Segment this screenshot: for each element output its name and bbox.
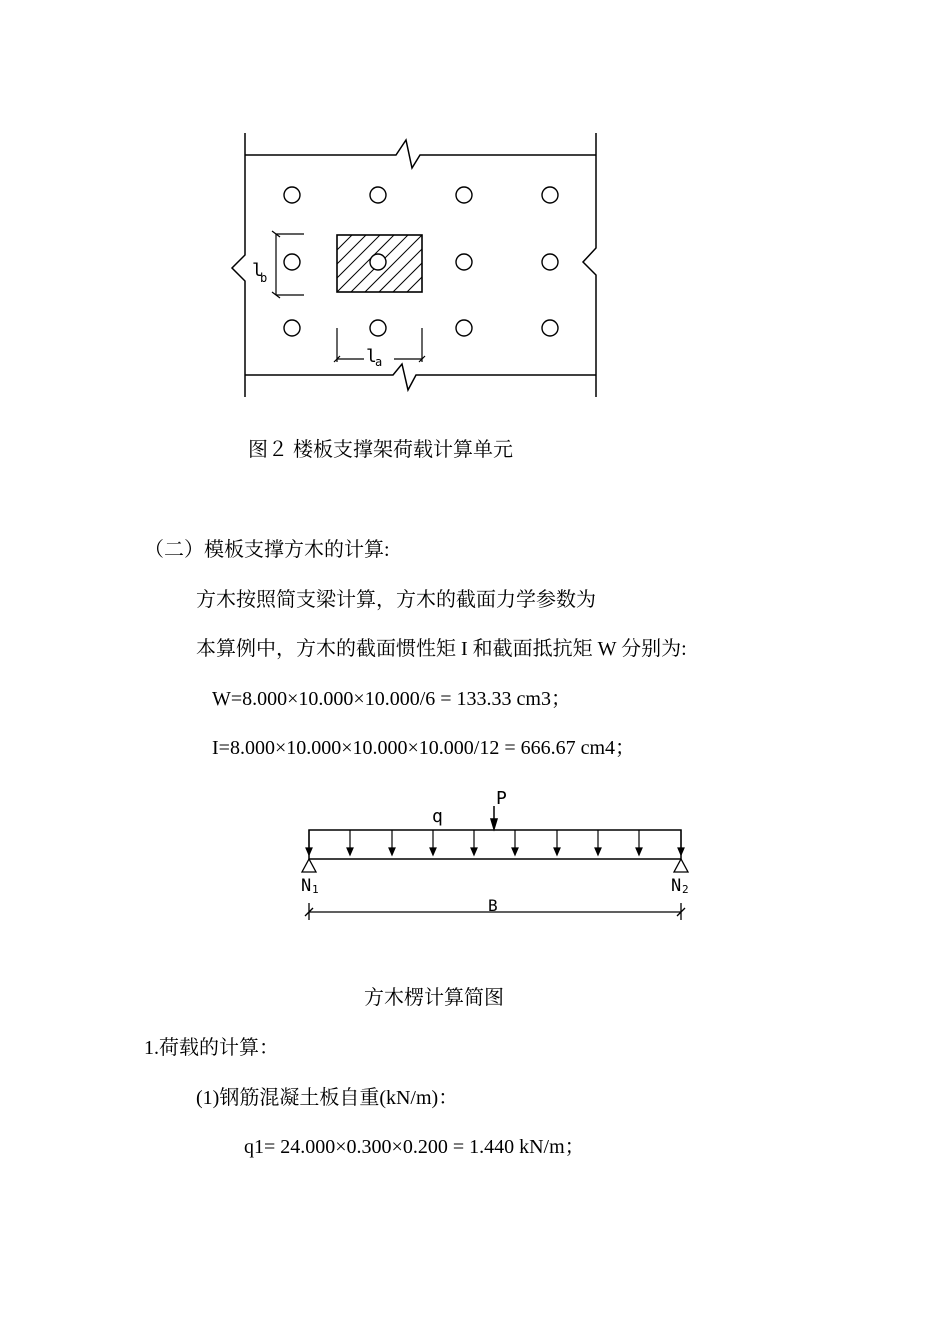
top-edge-line xyxy=(245,140,596,168)
load-unit-hatch xyxy=(337,235,464,292)
support-post xyxy=(542,187,558,203)
label-n1-sub: 1 xyxy=(312,883,319,896)
label-p: P xyxy=(496,788,507,809)
formula-w: W=8.000×10.000×10.000/6 = 133.33 cm3； xyxy=(212,688,571,710)
support-post xyxy=(370,320,386,336)
support-post xyxy=(542,320,558,336)
label-q: q xyxy=(432,806,443,827)
support-post xyxy=(370,187,386,203)
label-n1-main: N xyxy=(301,876,312,896)
formula-i: I=8.000×10.000×10.000×10.000/12 = 666.67 cm4； xyxy=(212,737,636,759)
right-edge-line xyxy=(583,133,596,397)
support-n2 xyxy=(674,859,688,872)
la-label-main: l xyxy=(366,346,377,367)
section2-heading: （二）模板支撑方木的计算: xyxy=(144,539,390,561)
figure2-caption: 方木楞计算简图 xyxy=(364,987,504,1009)
section2-line1: 方木按照简支梁计算，方木的截面力学参数为 xyxy=(196,589,596,611)
la-label-sub: a xyxy=(375,355,383,369)
slab-support-diagram xyxy=(220,125,620,405)
bottom-edge-line xyxy=(245,364,596,390)
load-arrows xyxy=(306,830,684,855)
load-item1: (1)钢筋混凝土板自重(kN/m)： xyxy=(196,1087,459,1109)
support-post xyxy=(456,320,472,336)
section2-line2: 本算例中，方木的截面惯性矩 I 和截面抵抗矩 W 分别为: xyxy=(196,638,687,660)
label-n2-sub: 2 xyxy=(682,883,689,896)
support-post xyxy=(284,254,300,270)
lb-label-sub: b xyxy=(260,271,268,285)
support-post xyxy=(284,320,300,336)
distributed-load-block xyxy=(309,830,681,859)
label-b: B xyxy=(488,896,498,915)
beam-diagram xyxy=(290,780,700,930)
support-post xyxy=(456,187,472,203)
support-post xyxy=(456,254,472,270)
lb-label-main: l xyxy=(252,260,263,281)
support-n1 xyxy=(302,859,316,872)
load-heading: 1.荷载的计算： xyxy=(144,1037,279,1059)
figure1-caption: 图２ 楼板支撑架荷载计算单元 xyxy=(248,439,513,461)
point-load-arrow xyxy=(491,806,497,829)
support-post xyxy=(542,254,558,270)
support-post xyxy=(370,254,386,270)
label-n2-main: N xyxy=(671,876,682,896)
left-edge-line xyxy=(232,133,245,397)
support-post xyxy=(284,187,300,203)
formula-q1: q1= 24.000×0.300×0.200 = 1.440 kN/m； xyxy=(244,1136,585,1158)
